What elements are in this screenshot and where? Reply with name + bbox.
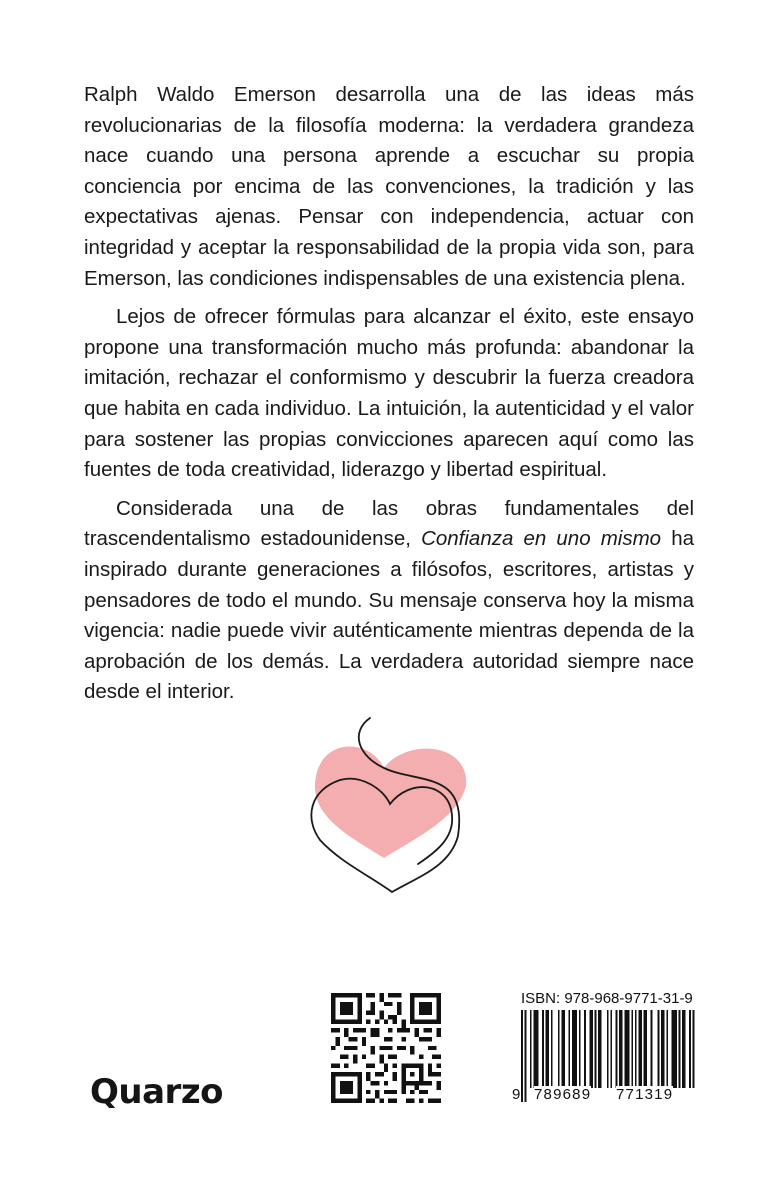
back-cover-blurb: [84, 80, 694, 708]
barcode-bar: [572, 1010, 577, 1088]
heart-icon: [300, 714, 480, 898]
barcode-bar: [616, 1010, 618, 1088]
barcode-bar: [530, 1010, 532, 1088]
barcode-bar: [658, 1010, 660, 1088]
barcode-bar: [651, 1010, 653, 1088]
barcode-bar: [666, 1010, 668, 1088]
quarzo-logo: Quarzo: [90, 1072, 223, 1112]
barcode-bar: [619, 1010, 623, 1088]
isbn-label: ISBN: 978-968-9771-31-9: [521, 990, 693, 1007]
barcode-bar: [598, 1010, 602, 1088]
barcode-bar: [533, 1010, 538, 1088]
barcode-bar: [551, 1010, 553, 1088]
barcode-bar: [610, 1010, 612, 1088]
barcode-bar: [579, 1010, 581, 1088]
blurb-paragraph-3: [84, 494, 694, 708]
barcode-bar: [679, 1010, 681, 1088]
barcode-bar: [607, 1010, 609, 1088]
barcode-bar: [584, 1010, 586, 1088]
barcode-bar: [631, 1010, 633, 1088]
blurb-paragraph-2: Lejos de ofrecer fórmulas para alcanzar el éxito, este ensayo propone una transformación mucho más profunda: abandonar la imitación, rechazar el conformismo y descubrir la fuerza creadora que habita en cada individuo. La intuición, la autenticidad y el valor para sostener las propias convicciones aparecen aquí como las fuentes de toda creatividad, liderazgo y libertad espiritual.: [84, 305, 694, 482]
book-title-italic: Confianza en uno mismo: [421, 527, 662, 551]
barcode-left-digits: 789689: [534, 1086, 592, 1103]
barcode-right-digits: 771319: [616, 1086, 674, 1103]
barcode-bar: [558, 1010, 560, 1088]
blurb-paragraph-3-start: Considerada una de las obras fundamentales del trascendentalismo estadounidense,: [84, 496, 694, 551]
barcode-bar: [682, 1010, 686, 1088]
barcode-bar: [546, 1010, 550, 1088]
barcode-bar: [521, 1010, 523, 1102]
barcode-bar: [589, 1010, 593, 1088]
barcode-bar: [525, 1010, 527, 1102]
barcode-bar: [693, 1010, 695, 1088]
barcode-bar: [661, 1010, 665, 1088]
blurb-paragraph-3-end: ha inspirado durante generaciones a filósofos, escritores, artistas y pensadores de todo el mundo. Su mensaje conserva hoy la misma vigencia: nadie puede vivir auténticamente mientras dependa de la aprobación de los demás. La verdadera autoridad siempre nace desde el interior.: [84, 527, 695, 704]
barcode-bar: [672, 1010, 677, 1088]
blurb-paragraph-1: Ralph Waldo Emerson desarrolla una de las ideas más revolucionarias de la filosofía moderna: la verdadera grandeza nace cuando una persona aprende a escuchar su propia conciencia por encima de las convenciones, la tradición y las expectativas ajenas. Pensar con independencia, actuar con integridad y aceptar la responsabilidad de la propia vida son, para Emerson, las condiciones indispensables de una existencia plena.: [84, 83, 694, 290]
barcode-bar: [561, 1010, 565, 1088]
qr-code-icon: [331, 993, 441, 1103]
barcode-bar: [595, 1010, 597, 1088]
barcode-bar: [568, 1010, 570, 1088]
barcode-bar: [624, 1010, 629, 1088]
barcode-bar: [542, 1010, 544, 1088]
barcode-bar: [689, 1010, 691, 1088]
barcode-bar: [635, 1010, 637, 1088]
barcode-lead-digit: 9: [512, 1086, 521, 1103]
isbn-barcode: [507, 990, 697, 1110]
